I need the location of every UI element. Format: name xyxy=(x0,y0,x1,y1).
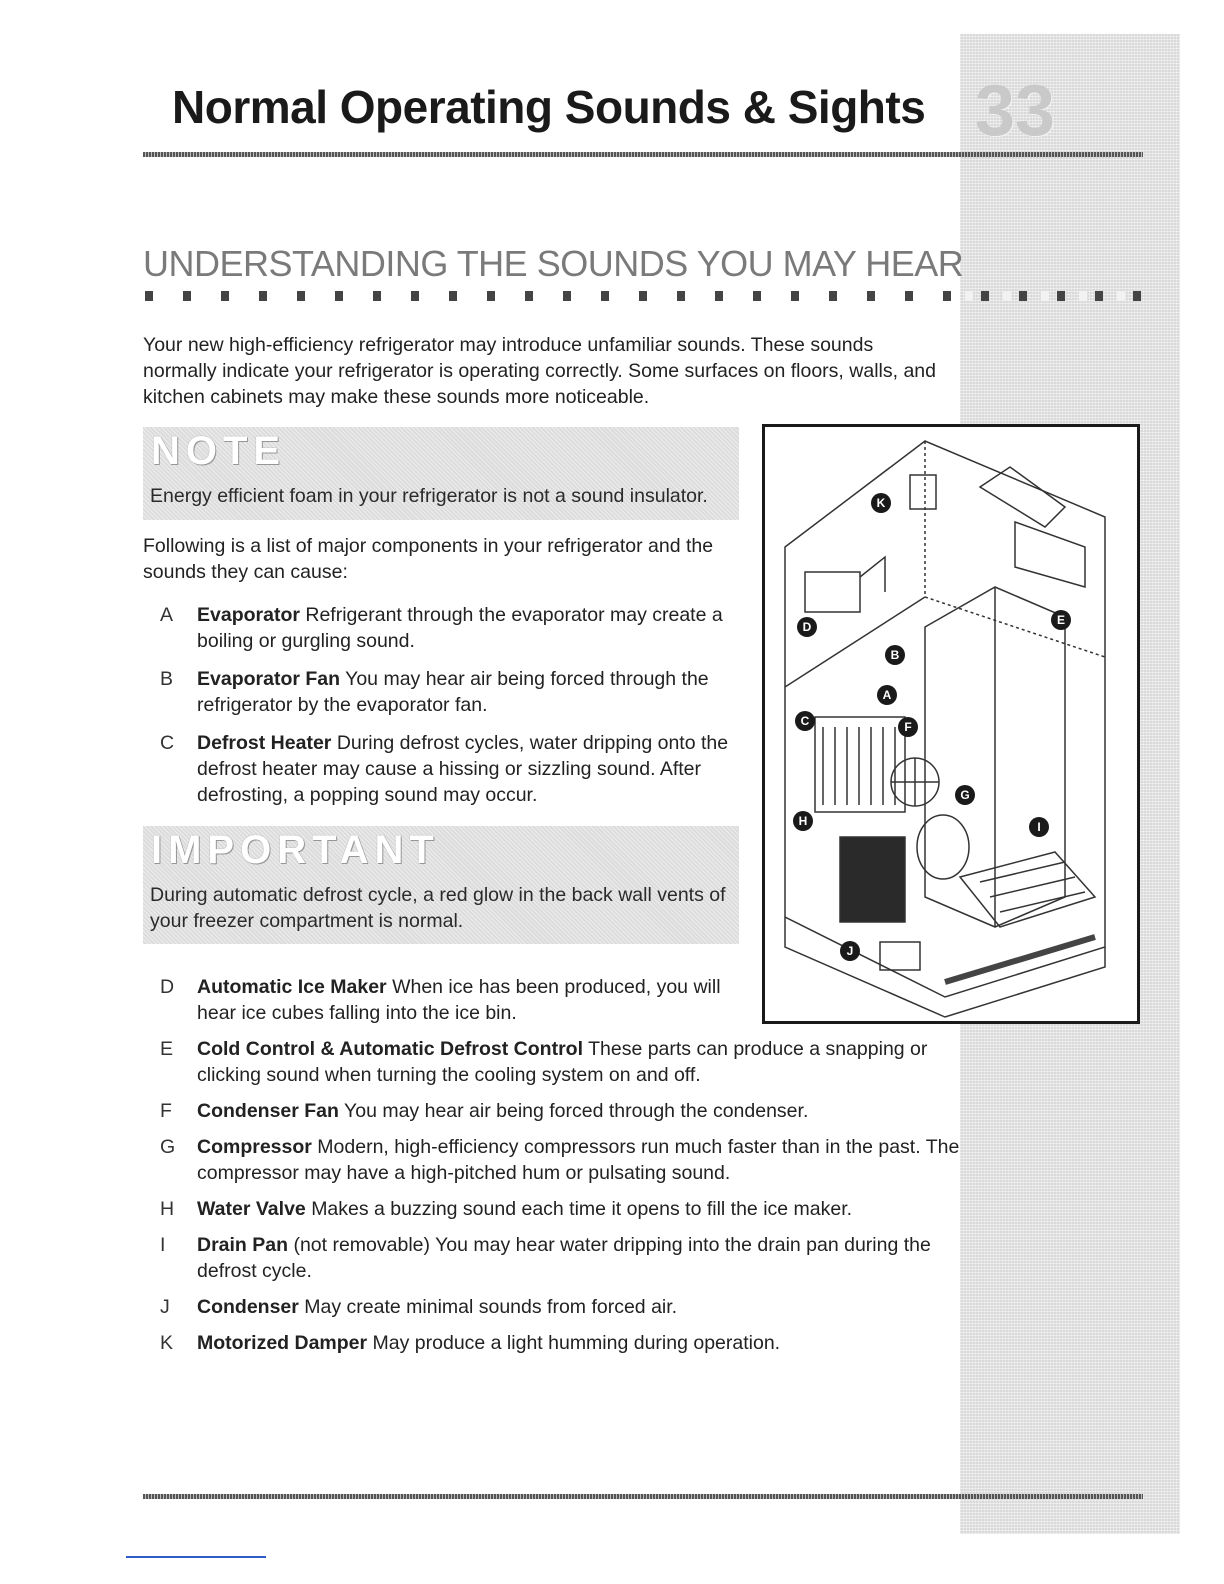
callout-e xyxy=(1051,610,1071,630)
item-name: Condenser Fan xyxy=(197,1100,339,1122)
refrigerator-diagram-svg xyxy=(765,427,1137,1021)
svg-text:H: H xyxy=(798,814,808,828)
item-description: May create minimal sounds from forced air. xyxy=(304,1296,678,1318)
note-text: Energy efficient foam in your refrigerator is not a sound insulator. xyxy=(150,485,708,507)
list-item xyxy=(160,1294,960,1320)
item-description: Modern, high-efficiency compressors run much faster than in the past. The compressor may have a high-pitched hum or pulsating sound. xyxy=(197,1136,960,1184)
title-rule xyxy=(143,152,1143,157)
svg-text:J: J xyxy=(846,944,854,958)
item-letter: D xyxy=(160,976,175,998)
item-letter: B xyxy=(160,668,174,690)
item-letter: J xyxy=(160,1296,170,1318)
note-label: NOTE xyxy=(151,429,287,473)
item-description: You may hear air being forced through the refrigerator by the evaporator fan. xyxy=(197,668,709,716)
svg-text:I: I xyxy=(1037,820,1041,834)
cabinet-outline xyxy=(785,441,1105,997)
callout-k xyxy=(871,493,891,513)
item-description: During defrost cycles, water dripping onto the defrost heater may cause a hissing or sizzling sound. After defrosting, a popping sound may occur. xyxy=(197,732,729,806)
item-description: May produce a light humming during operation. xyxy=(372,1332,781,1354)
component-list-a-c xyxy=(160,602,760,820)
item-letter: I xyxy=(160,1234,166,1256)
page-title: Normal Operating Sounds & Sights xyxy=(172,81,926,133)
list-item xyxy=(160,666,760,718)
item-name: Compressor xyxy=(197,1136,312,1158)
item-letter: C xyxy=(160,732,175,754)
item-name: Evaporator Fan xyxy=(197,668,341,690)
list-item xyxy=(160,602,760,654)
svg-text:C: C xyxy=(800,714,810,728)
ice-maker-shape xyxy=(805,572,860,612)
item-name: Drain Pan xyxy=(197,1234,289,1256)
item-letter: K xyxy=(160,1332,174,1354)
evaporator-shape xyxy=(815,717,905,812)
footer-link-underline xyxy=(126,1556,266,1558)
item-description: These parts can produce a snapping or clicking sound when turning the cooling system on and off. xyxy=(197,1038,928,1086)
item-letter: H xyxy=(160,1198,175,1220)
svg-text:F: F xyxy=(904,720,912,734)
svg-text:B: B xyxy=(890,648,900,662)
component-list-d-k xyxy=(160,974,960,1366)
callout-a xyxy=(877,685,897,705)
item-description: Makes a buzzing sound each time it opens to fill the ice maker. xyxy=(311,1198,853,1220)
item-letter: F xyxy=(160,1100,172,1122)
footer-rule xyxy=(143,1494,1143,1499)
page-number: 33 xyxy=(974,71,1056,151)
svg-text:G: G xyxy=(960,788,970,802)
callout-h xyxy=(793,811,813,831)
svg-text:A: A xyxy=(882,688,892,702)
callout-j xyxy=(840,941,860,961)
important-text: During automatic defrost cycle, a red glow in the back wall vents of your freezer compartment is normal. xyxy=(150,884,726,932)
item-letter: G xyxy=(160,1136,176,1158)
svg-text:K: K xyxy=(876,496,886,510)
damper-shape xyxy=(910,475,936,509)
item-name: Water Valve xyxy=(197,1198,306,1220)
svg-text:D: D xyxy=(802,620,812,634)
item-description: You may hear air being forced through the condenser. xyxy=(344,1100,809,1122)
item-letter: E xyxy=(160,1038,174,1060)
drain-pan-shape xyxy=(960,852,1095,927)
callout-c xyxy=(795,711,815,731)
list-item xyxy=(160,1232,960,1284)
callout-b xyxy=(885,645,905,665)
item-name: Automatic Ice Maker xyxy=(197,976,387,998)
control-housing xyxy=(1015,522,1085,587)
list-item xyxy=(160,1036,960,1088)
water-valve-shape xyxy=(880,942,920,970)
item-name: Defrost Heater xyxy=(197,732,332,754)
item-letter: A xyxy=(160,604,174,626)
callout-f xyxy=(898,717,918,737)
important-callout xyxy=(143,826,739,944)
important-label: IMPORTANT xyxy=(151,828,440,872)
svg-text:E: E xyxy=(1056,613,1066,627)
intro-paragraph: Your new high-efficiency refrigerator may introduce unfamiliar sounds. These sounds normally indicate your refrigerator is operating correctly. Some surfaces on floors, walls, and kitchen cabinets may make these sounds more noticeable. xyxy=(143,334,936,408)
note-callout xyxy=(143,427,739,520)
list-item xyxy=(160,1098,960,1124)
decorative-square-row-light xyxy=(965,291,1145,301)
item-name: Condenser xyxy=(197,1296,299,1318)
item-description: (not removable) You may hear water dripping into the drain pan during the defrost cycle. xyxy=(197,1234,931,1282)
item-description: Refrigerant through the evaporator may create a boiling or gurgling sound. xyxy=(197,604,723,652)
item-name: Evaporator xyxy=(197,604,300,626)
condenser-shape xyxy=(840,837,905,922)
item-name: Motorized Damper xyxy=(197,1332,368,1354)
item-description: When ice has been produced, you will hear ice cubes falling into the ice bin. xyxy=(197,976,721,1024)
callout-g xyxy=(955,785,975,805)
list-item xyxy=(160,974,757,1026)
list-item xyxy=(160,1134,960,1186)
list-item xyxy=(160,730,760,808)
components-intro: Following is a list of major components in your refrigerator and the sounds they can cause: xyxy=(143,535,714,583)
list-item xyxy=(160,1330,960,1356)
callout-d xyxy=(797,617,817,637)
item-name: Cold Control & Automatic Defrost Control xyxy=(197,1038,584,1060)
list-item xyxy=(160,1196,960,1222)
section-heading: UNDERSTANDING THE SOUNDS YOU MAY HEAR xyxy=(143,243,964,284)
refrigerator-diagram xyxy=(762,424,1140,1024)
callout-i xyxy=(1029,817,1049,837)
